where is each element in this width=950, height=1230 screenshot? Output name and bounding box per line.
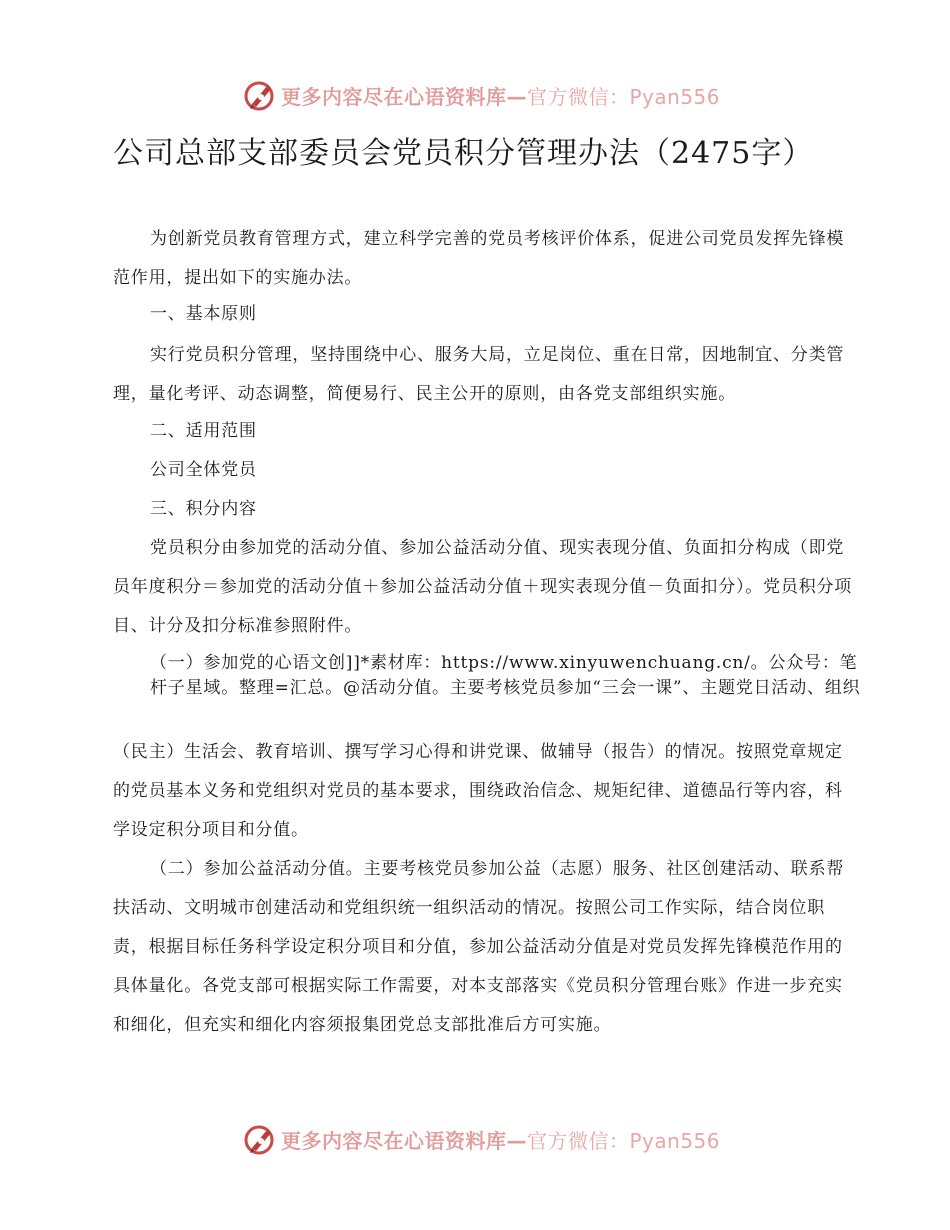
item-1-continuation: （民主）生活会、教育培训、撰写学习心得和讲党课、做辅导（报告）的情况。按照党章规定的党员基本义务和党组织对党员的基本要求，围绕政治信念、规矩纪律、道德品行等内容，科学设定积分项目和分值。 bbox=[113, 742, 843, 840]
section-1-body: 实行党员积分管理，坚持围绕中心、服务大局，立足岗位、重在日常，因地制宜、分类管理，量化考评、动态调整，简便易行、民主公开的原则，由各党支部组织实施。 bbox=[113, 345, 845, 404]
item-2-paragraph: （二）参加公益活动分值。主要考核党员参加公益（志愿）服务、社区创建活动、联系帮扶活动、文明城市创建活动和党组织统一组织活动的情况。按照公司工作实际，结合岗位职责，根据目标任务科学设定积分项目和分值，参加公益活动分值是对党员发挥先锋模范作用的具体量化。各党支部可根据实际工作需要，对本支部落实《党员积分管理台账》作进一步充实和细化，但充实和细化内容须报集团党总支部批准后方可实施。 bbox=[113, 859, 845, 1035]
watermark-wechat-label: 官方微信： bbox=[527, 1129, 630, 1153]
section-3-body: 党员积分由参加党的活动分值、参加公益活动分值、现实表现分值、负面扣分构成（即党员年度积分＝参加党的活动分值＋参加公益活动分值＋现实表现分值－负面扣分）。党员积分项目、计分及扣分标准参照附件。 bbox=[113, 538, 853, 636]
intro-paragraph: 为创新党员教育管理方式，建立科学完善的党员考核评价体系，促进公司党员发挥先锋模范作用，提出如下的实施办法。 bbox=[113, 229, 845, 288]
section-2-heading: 二、适用范围 bbox=[150, 421, 257, 441]
watermark-banner-top bbox=[0, 76, 950, 116]
watermark-wechat-id: Pyan556 bbox=[629, 1129, 721, 1153]
watermark-wechat-id: Pyan556 bbox=[629, 85, 721, 109]
section-2-body: 公司全体党员 bbox=[150, 460, 257, 480]
watermark-banner-bottom bbox=[0, 1120, 950, 1160]
watermark-text: 更多内容尽在心语资料库— bbox=[281, 85, 527, 109]
section-3-heading: 三、积分内容 bbox=[150, 499, 257, 519]
watermark-text: 更多内容尽在心语资料库— bbox=[281, 1129, 527, 1153]
document-title: 公司总部支部委员会党员积分管理办法（2475字） bbox=[113, 136, 814, 171]
pen-logo-icon bbox=[243, 78, 277, 112]
section-1-heading: 一、基本原则 bbox=[150, 304, 257, 324]
watermark-wechat-label: 官方微信： bbox=[527, 85, 630, 109]
item-1-lead: （一）参加党的心语文创]]*素材库：https://www.xinyuwenchuang.cn/。公众号：笔杆子星域。整理=汇总。@活动分值。主要考核党员参加“三会一课”、主题党日活动、组织 bbox=[150, 653, 861, 698]
pen-logo-icon bbox=[243, 1122, 277, 1156]
